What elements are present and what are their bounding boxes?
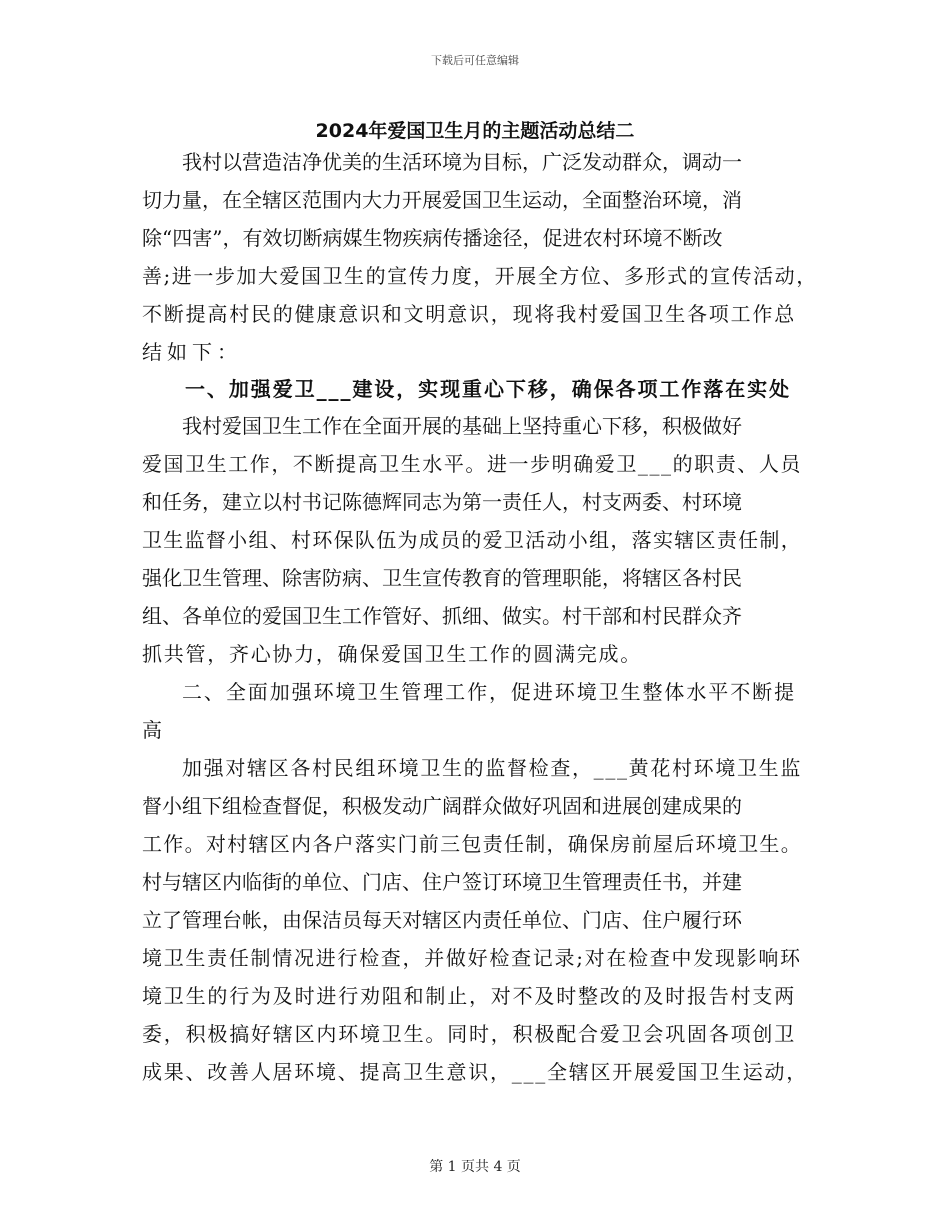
section-heading-2: 二、全面加强环境卫生管理工作，促进环境卫生整体水平不断提 — [182, 680, 796, 704]
text-line: 督小组下组检查督促，积极发动广阔群众做好巩固和进展创建成果的 — [142, 794, 742, 818]
text-line: 加强对辖区各村民组环境卫生的监督检查，___黄花村环境卫生监 — [182, 756, 802, 780]
text-line: 我村爱国卫生工作在全面开展的基础上坚持重心下移，积极做好 — [182, 414, 742, 438]
text-line: 成果、改善人居环境、提高卫生意识，___全辖区开展爱国卫生运动， — [142, 1060, 808, 1084]
text-line: 立了管理台帐，由保洁员每天对辖区内责任单位、门店、住户履行环 — [142, 908, 742, 932]
text-line: 强化卫生管理、除害防病、卫生宣传教育的管理职能，将辖区各村民 — [142, 566, 742, 590]
text-line: 委，积极搞好辖区内环境卫生。同时，积极配合爱卫会巩固各项创卫 — [142, 1022, 796, 1046]
text-line: 卫生监督小组、村环保队伍为成员的爱卫活动小组，落实辖区责任制， — [142, 528, 802, 552]
header-note: 下载后可任意编辑 — [431, 54, 519, 67]
text-line: 爱国卫生工作，不断提高卫生水平。进一步明确爱卫___的职责、人员 — [142, 452, 802, 476]
document-title: 2024年爱国卫生月的主题活动总结二 — [315, 120, 635, 142]
text-line: 结如下： — [142, 340, 242, 364]
text-line: 组、各单位的爱国卫生工作管好、抓细、做实。村干部和村民群众齐 — [142, 604, 742, 628]
text-line: 工作。对村辖区内各户落实门前三包责任制，确保房前屋后环境卫生。 — [142, 832, 802, 856]
text-line: 我村以营造洁净优美的生活环境为目标，广泛发动群众，调动一 — [182, 150, 742, 174]
text-line: 切力量，在全辖区范围内大力开展爱国卫生运动，全面整治环境，消 — [142, 188, 742, 212]
text-line: 境卫生责任制情况进行检查，并做好检查记录;对在检查中发现影响环 — [142, 946, 802, 970]
text-line: 和任务，建立以村书记陈德辉同志为第一责任人，村支两委、村环境 — [142, 490, 742, 514]
text-line: 高 — [142, 718, 162, 742]
text-line: 善;进一步加大爱国卫生的宣传力度，开展全方位、多形式的宣传活动， — [142, 264, 818, 288]
page-number: 第 1 页共 4 页 — [429, 1159, 521, 1175]
text-line: 不断提高村民的健康意识和文明意识，现将我村爱国卫生各项工作总 — [142, 302, 796, 326]
text-line: 除“四害”，有效切断病媒生物疾病传播途径，促进农村环境不断改 — [142, 226, 723, 250]
text-line: 境卫生的行为及时进行劝阻和制止，对不及时整改的及时报告村支两 — [142, 984, 796, 1008]
section-heading-1: 一、加强爱卫___建设，实现重心下移，确保各项工作落在实处 — [185, 377, 791, 401]
text-line: 村与辖区内临街的单位、门店、住户签订环境卫生管理责任书，并建 — [142, 870, 742, 894]
text-line: 抓共管，齐心协力，确保爱国卫生工作的圆满完成。 — [142, 642, 642, 666]
